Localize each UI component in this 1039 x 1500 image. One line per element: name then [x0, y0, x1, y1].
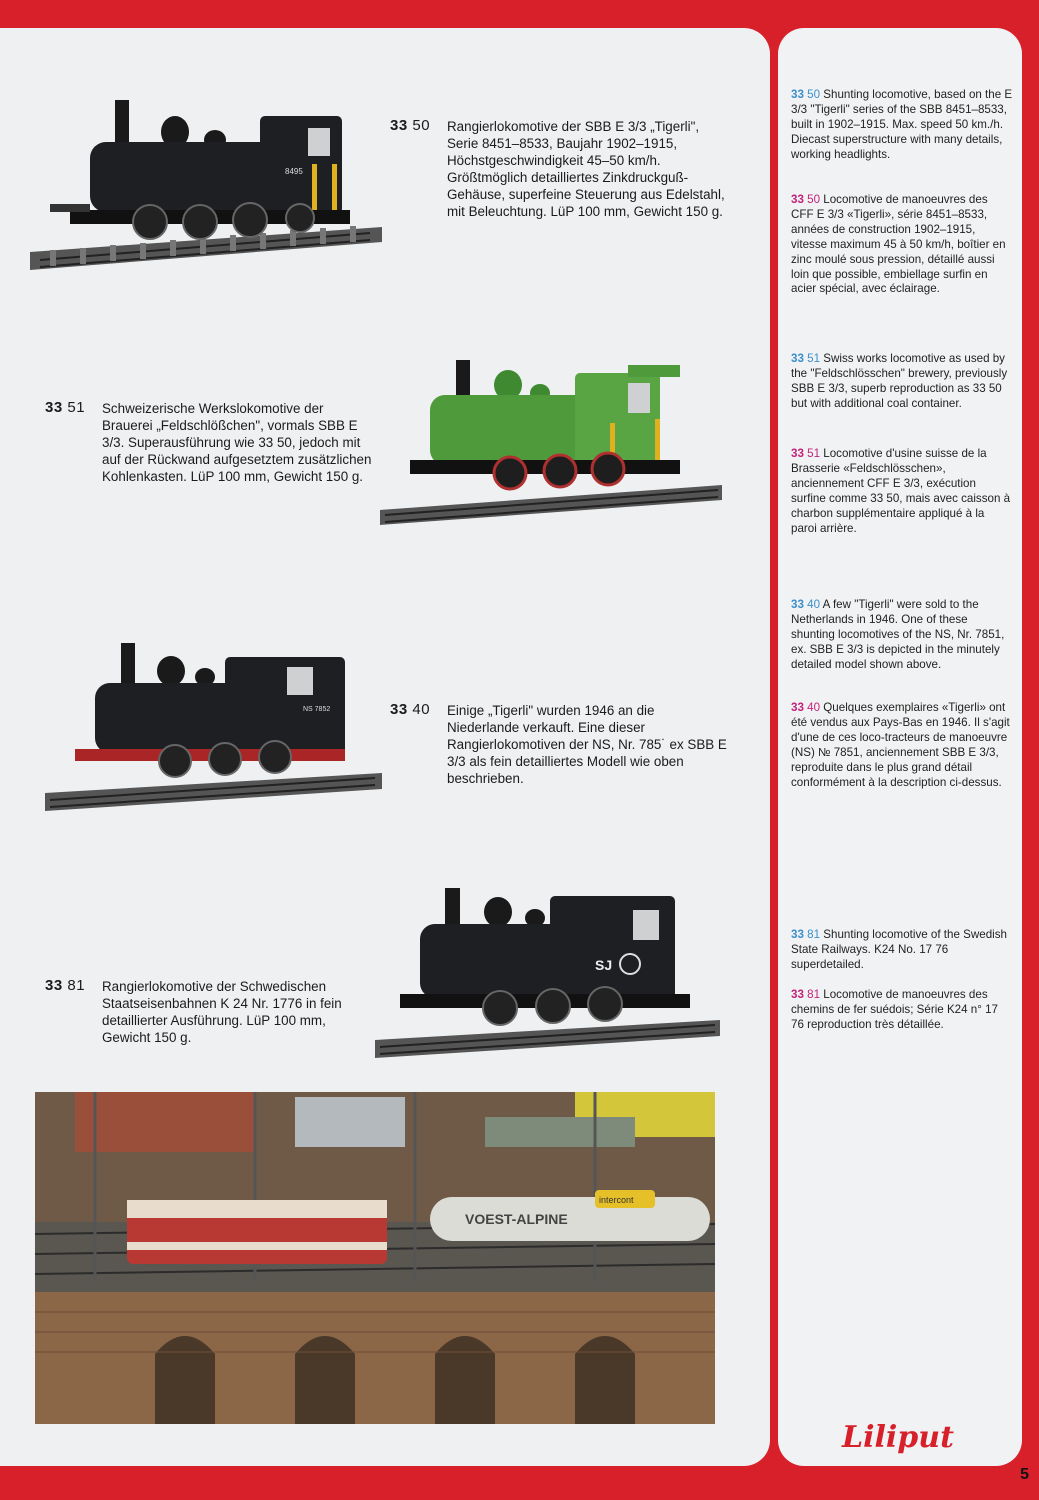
wagon-small-label: intercont	[599, 1195, 634, 1205]
side-3351-fr	[791, 447, 1013, 536]
side-description: Swiss works locomotive as used by the "Feldschlösschen" brewery, previously SBB E 3/3, superb reproduction as 33 50 but with additional coal container.	[791, 352, 1008, 410]
side-description: Locomotive d'usine suisse de la Brasserie «Feldschlösschen», anciennement CFF E 3/3, exécution surfine comme 33 50, mais avec caisson à charbon supplémentaire appliqué à la paroi arrière.	[791, 447, 1011, 535]
side-number-model: 51	[807, 447, 821, 460]
side-number-series: 33	[791, 598, 804, 611]
side-3351-en	[791, 352, 1013, 412]
item-number-model: 81	[67, 977, 86, 994]
item-3350	[390, 118, 730, 220]
item-description: Rangierlokomotive der Schwedischen Staatseisenbahnen K 24 Nr. 1776 in fein detaillierter Ausführung. LüP 100 mm, Gewicht 150 g.	[102, 979, 342, 1045]
item-number-series: 33	[390, 117, 408, 134]
side-description: Shunting locomotive of the Swedish State Railways. K24 No. 17 76 superdetailed.	[791, 928, 1007, 971]
item-description: Schweizerische Werkslokomotive der Brauerei „Feldschlößchen", vormals SBB E 3/3. Superausführung wie 33 50, jedoch mit auf der Rückwand aufgesetztem zusätzlichen Kohlenkasten. LüP 100 mm, Gewicht 150 g.	[102, 401, 372, 484]
loco-3340-photo	[45, 635, 382, 815]
side-3340-fr	[791, 701, 1013, 790]
side-number-model: 40	[807, 701, 821, 714]
side-number-series: 33	[791, 88, 804, 101]
side-number-model: 40	[807, 598, 821, 611]
side-number-series: 33	[791, 928, 804, 941]
side-3350-en	[791, 88, 1013, 163]
item-number-series: 33	[45, 977, 63, 994]
item-number	[45, 399, 85, 416]
side-description: Quelques exemplaires «Tigerli» ont été vendus aux Pays-Bas en 1946. Il s'agit d'une de ces loco-tracteurs de manoeuvre (NS) № 7851, anciennement SBB E 3/3, reproduite dans le plus grand détail conformément à la description ci-dessus.	[791, 701, 1010, 789]
wagon-brand-label: VOEST-ALPINE	[465, 1211, 568, 1227]
side-number-model: 51	[807, 352, 821, 365]
loco3-number: NS 7852	[303, 706, 331, 713]
loco-3351-photo	[380, 355, 722, 527]
item-number-model: 40	[412, 701, 431, 718]
loco1-number: 8495	[285, 167, 303, 176]
side-3340-en	[791, 598, 1013, 673]
side-number-model: 81	[807, 988, 821, 1001]
side-number-model: 50	[807, 193, 821, 206]
layout-scene-photo	[35, 1092, 715, 1424]
side-description: A few "Tigerli" were sold to the Netherlands in 1946. One of these shunting locomotives of the NS, Nr. 7851, ex. SBB E 3/3 is depicted in the minutely detailed model shown above.	[791, 598, 1005, 671]
page-number: 5	[1020, 1466, 1029, 1483]
item-number	[45, 977, 85, 994]
side-description: Shunting locomotive, based on the E 3/3 "Tigerli" series of the SBB 8451–8533, built in 1902–1915. Max. speed 50 km./h. Diecast superstructure with many details, working headlights.	[791, 88, 1013, 161]
side-number-series: 33	[791, 193, 804, 206]
side-number-series: 33	[791, 447, 804, 460]
side-3350-fr	[791, 193, 1013, 297]
item-3381	[45, 978, 375, 1046]
liliput-logo: Liliput	[842, 1420, 954, 1455]
side-number-model: 50	[807, 88, 821, 101]
side-number-series: 33	[791, 701, 804, 714]
side-3381-en	[791, 928, 1013, 973]
side-description: Locomotive de manoeuvres des CFF E 3/3 «Tigerli», série 8451–8533, années de construction 1902–1915, vitesse maximum 45 à 50 km/h, boîtier en zinc moulé sous pression, détaillé aussi loin que possible, embiellage surfin en acier spécial, avec éclairage.	[791, 193, 1006, 296]
item-number-model: 51	[67, 399, 86, 416]
item-number-series: 33	[45, 399, 63, 416]
loco4-mark: SJ	[595, 957, 613, 973]
item-3351	[45, 400, 375, 485]
item-3340	[390, 702, 730, 787]
item-number-model: 50	[412, 117, 431, 134]
side-number-model: 81	[807, 928, 821, 941]
side-3381-fr	[791, 988, 1013, 1033]
item-number	[390, 117, 430, 134]
loco-3350-photo	[30, 92, 382, 272]
item-number	[390, 701, 430, 718]
side-number-series: 33	[791, 352, 804, 365]
item-description: Rangierlokomotive der SBB E 3/3 „Tigerli", Serie 8451–8533, Baujahr 1902–1915, Höchstgeschwindigkeit 45–50 km/h. Größtmöglich detailliertes Zinkdruckguß-Gehäuse, superfeine Steuerung aus Edelstahl, mit Beleuchtung. LüP 100 mm, Gewicht 150 g.	[447, 119, 725, 219]
item-description: Einige „Tigerli" wurden 1946 an die Niederlande verkauft. Eine dieser Rangierlokomotiven der NS, Nr. 785˙ ex SBB E 3/3 als fein detailliertes Modell wie oben beschrieben.	[447, 703, 727, 786]
side-number-series: 33	[791, 988, 804, 1001]
side-description: Locomotive de manoeuvres des chemins de fer suédois; Série K24 n° 17 76 reproduction très détaillée.	[791, 988, 999, 1031]
loco-3381-photo	[375, 882, 720, 1060]
item-number-series: 33	[390, 701, 408, 718]
